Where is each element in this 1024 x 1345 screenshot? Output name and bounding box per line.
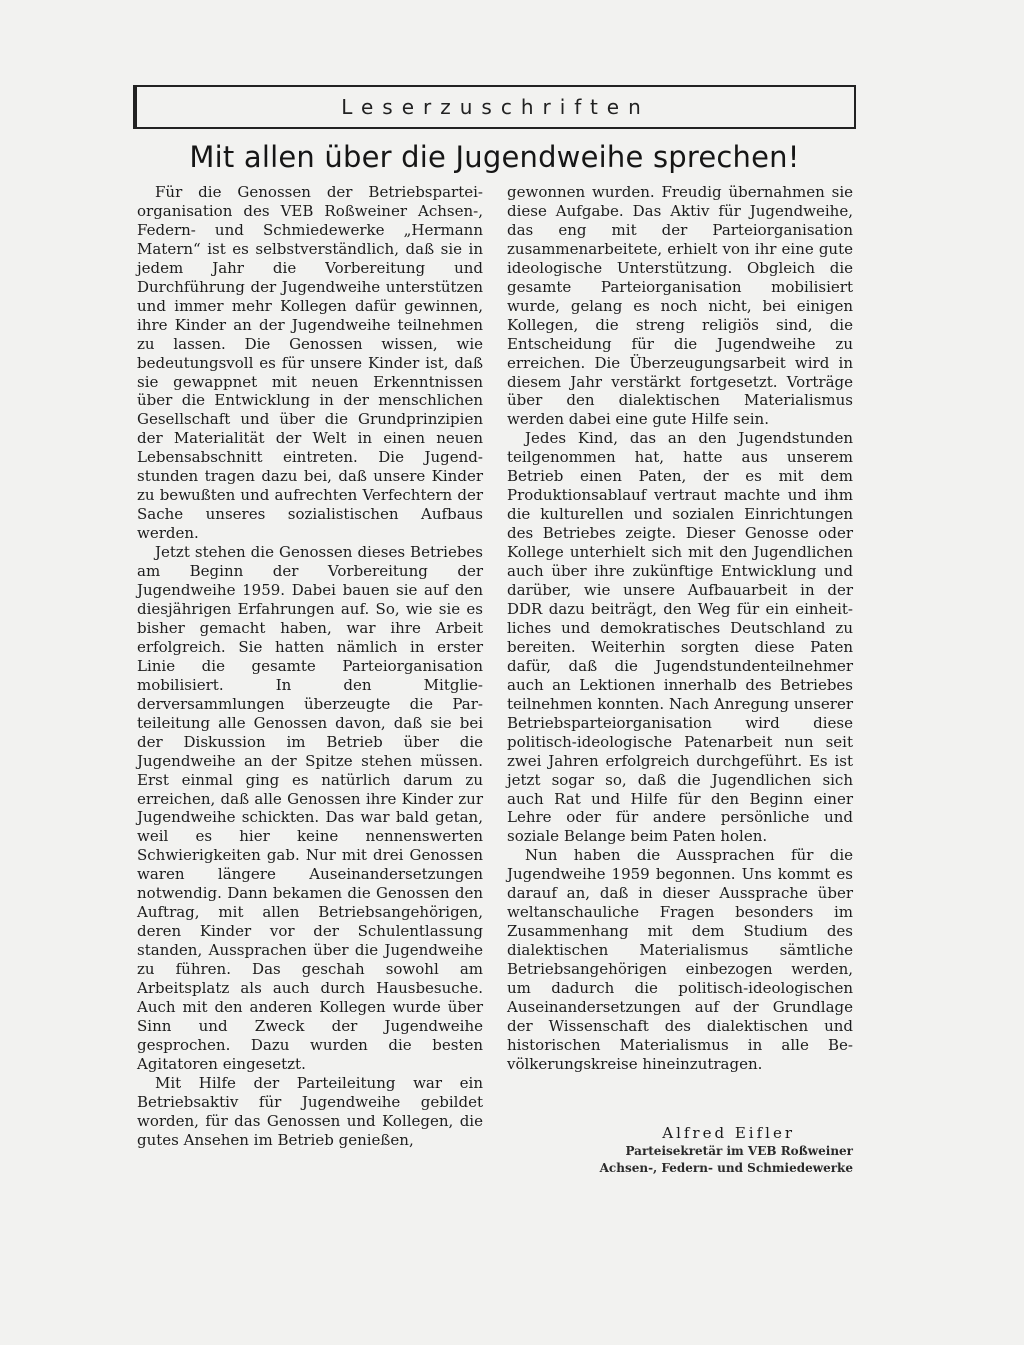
- paragraph: Jedes Kind, das an den Jugendstunden teilgenommen hat, hatte aus unserem Betrieb einen Paten, der es mit dem Produktionsablauf vertraut machte und ihm die kulturellen und sozialen Einrichtungen des Betriebes zeigte. Dieser Genosse oder Kollege unterhielt sich mit den Jugendlichen auch über ihre zukünftige Entwicklung und darüber, wie unsere Aufbauarbeit in der DDR dazu beiträgt, den Weg für ein einheitliches und demokratisches Deutschland zu bereiten. Weiterhin sorgten diese Paten dafür, daß die Jugendstundenteilnehmer auch an Lektionen innerhalb des Betriebes teilnehmen konnten. Nach Anregung unserer Betriebsparteiorganisation wird diese politisch-ideologische Patenarbeit nun seit zwei Jahren erfolgreich durchgeführt. Es ist jetzt sogar so, daß die Jugendlichen sich auch Rat und Hilfe für den Beginn einer Lehre oder für andere persönliche und soziale Belange beim Paten holen.: [507, 429, 853, 846]
- article-title: Mit allen über die Jugendweihe sprechen!: [189, 140, 800, 174]
- author-name: Alfred Eifler: [662, 1124, 795, 1142]
- section-label: Leserzuschriften: [341, 95, 650, 119]
- paragraph: Mit Hilfe der Parteileitung war ein Betriebsaktiv für Jugendweihe gebildet worden, für das Genossen und Kollegen, die gutes Ansehen im Betrieb genießen,: [137, 1073, 483, 1149]
- author-role-line-1: Parteisekretär im VEB Roßweiner: [625, 1144, 853, 1158]
- article-column-right: [507, 183, 853, 1074]
- paragraph: Nun haben die Aussprachen für die Jugendweihe 1959 begonnen. Uns kommt es darauf an, daß in dieser Aussprache über weltanschauliche Fragen besonders im Zusammenhang mit dem Studium des dialektischen Materialismus sämtliche Betriebsangehörigen einbezogen werden, um dadurch die politisch-ideologischen Auseinandersetzungen auf der Grundlage der Wissenschaft des dialektischen und historischen Materialismus in alle Bevölkerungskreise hineinzutragen.: [507, 846, 853, 1073]
- author-signature: [507, 1123, 853, 1177]
- section-header-box: [133, 85, 856, 129]
- paragraph: Jetzt stehen die Genossen dieses Betriebes am Beginn der Vorbereitung der Jugendweihe 1959. Dabei bauen sie auf den diesjährigen Erfahrungen auf. So, wie sie es bisher gemacht haben, war ihre Arbeit erfolgreich. Sie hatten nämlich in erster Linie die gesamte Parteiorganisation mobilisiert. In den Mitgliederversammlungen überzeugte die Parteileitung alle Genossen davon, daß sie bei der Diskussion im Betrieb über die Jugendweihe an der Spitze stehen müssen. Erst einmal ging es natürlich darum zu erreichen, daß alle Genossen ihre Kinder zur Jugendweihe schickten. Das war bald getan, weil es hier keine nennenswerten Schwierigkeiten gab. Nur mit drei Genossen waren längere Auseinandersetzungen notwendig. Dann bekamen die Genossen den Auftrag, mit allen Betriebsangehörigen, deren Kinder vor der Schulentlassung standen, Aussprachen über die Jugendweihe zu führen. Das geschah sowohl am Arbeitsplatz als auch durch Hausbesuche. Auch mit den anderen Kollegen wurde über Sinn und Zweck der Jugendweihe gesprochen. Dazu wurden die besten Agitatoren eingesetzt.: [137, 543, 483, 1073]
- paragraph: Für die Genossen der Betriebsparteiorganisation des VEB Roßweiner Achsen-, Federn- und Schmiedewerke „Hermann Matern“ ist es selbstverständlich, daß sie in jedem Jahr die Vorbereitung und Durchführung der Jugendweihe unterstützen und immer mehr Kollegen dafür gewinnen, ihre Kinder an der Jugendweihe teilnehmen zu lassen. Die Genossen wissen, wie bedeutungsvoll es für unsere Kinder ist, daß sie gewappnet mit neuen Erkenntnissen über die Entwicklung in der menschlichen Gesellschaft und über die Grundprinzipien der Materialität der Welt in einen neuen Lebensabschnitt eintreten. Die Jugendstunden tragen dazu bei, daß unsere Kinder zu bewußten und aufrechten Verfechtern der Sache unseres sozialistischen Aufbaus werden.: [137, 183, 483, 543]
- article-column-left: [137, 183, 483, 1150]
- paragraph: gewonnen wurden. Freudig übernahmen sie diese Aufgabe. Das Aktiv für Jugendweihe, das eng mit der Parteiorganisation zusammenarbeitete, erhielt von ihr eine gute ideologische Unterstützung. Obgleich die gesamte Parteiorganisation mobilisiert wurde, gelang es noch nicht, bei einigen Kollegen, die streng religiös sind, die Entscheidung für die Jugendweihe zu erreichen. Die Überzeugungsarbeit wird in diesem Jahr verstärkt fortgesetzt. Vorträge über den dialektischen Materialismus werden dabei eine gute Hilfe sein.: [507, 183, 853, 429]
- author-role-line-2: Achsen-, Federn- und Schmiedewerke: [599, 1161, 853, 1175]
